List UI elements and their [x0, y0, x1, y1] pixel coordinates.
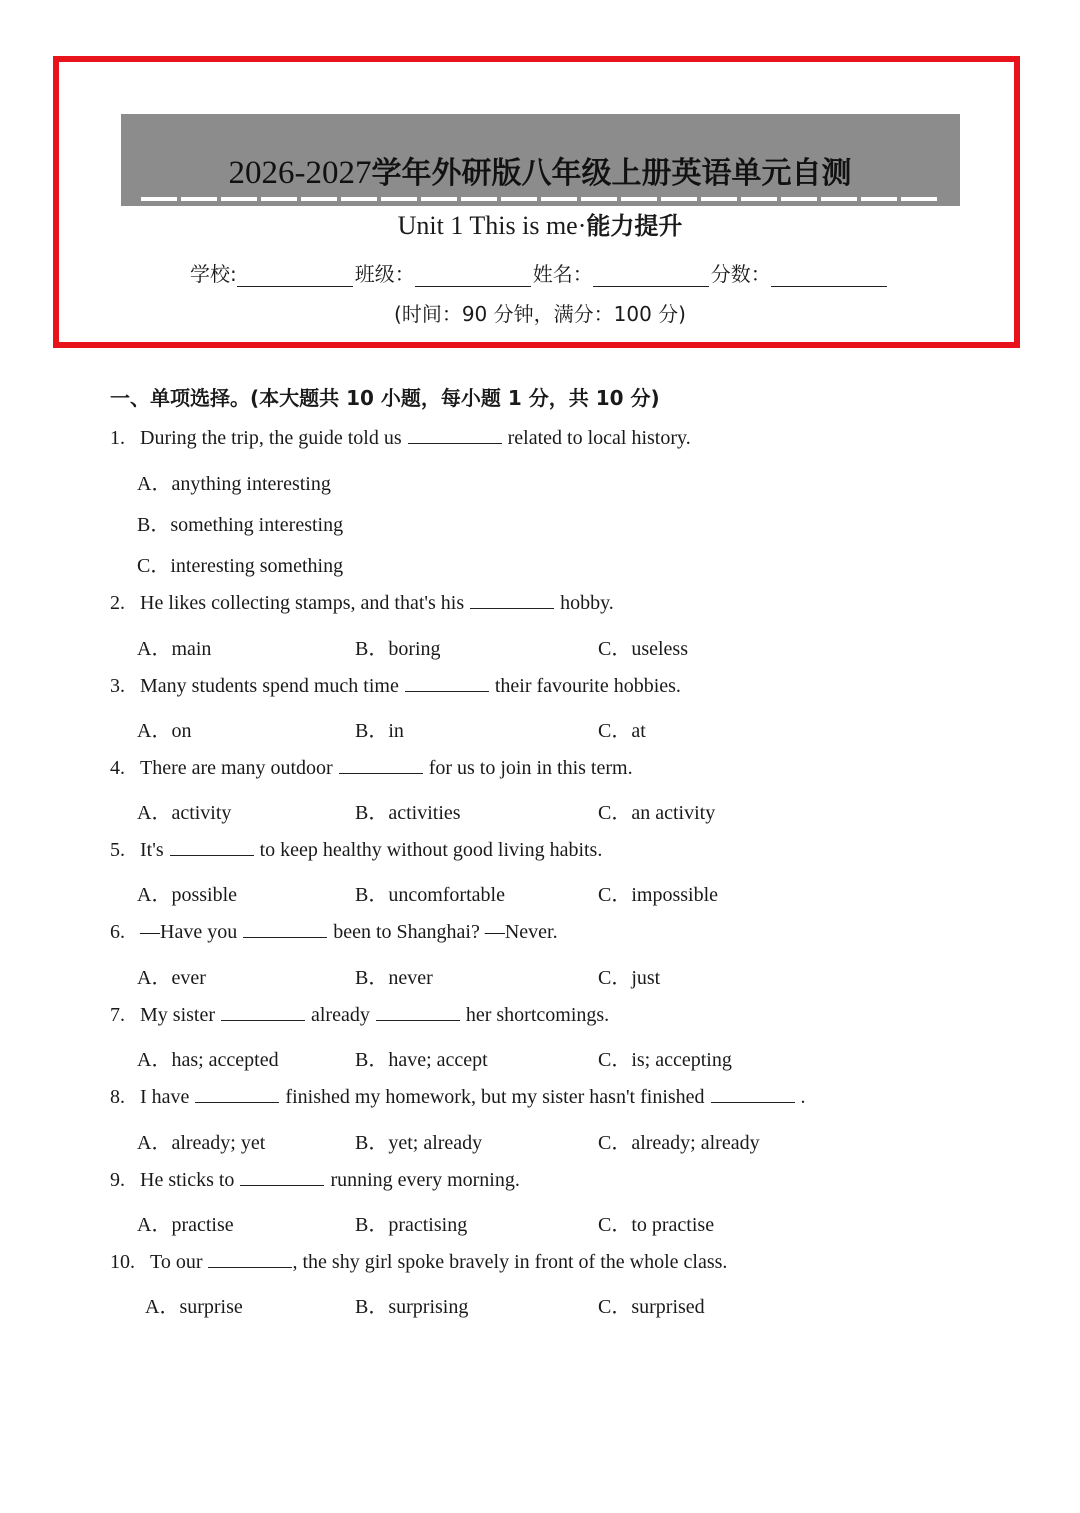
field-score-blank[interactable]	[771, 264, 887, 287]
option-c[interactable]: C．interesting something	[137, 555, 344, 577]
question-number: 1.	[110, 427, 125, 449]
title-dash-line	[141, 197, 940, 201]
option-a[interactable]: A．already; yet	[137, 1132, 266, 1154]
question-number: 6.	[110, 921, 125, 943]
title-year: 2026-2027	[228, 155, 372, 191]
question-number: 8.	[110, 1086, 125, 1108]
option-a[interactable]: A．possible	[137, 884, 237, 906]
option-c[interactable]: C．already; already	[598, 1132, 760, 1154]
option-b[interactable]: B．uncomfortable	[355, 884, 505, 906]
question-text: running every morning.	[330, 1169, 520, 1191]
subtitle-en: Unit 1 This is me·	[397, 211, 587, 240]
field-class-blank[interactable]	[415, 264, 531, 287]
subtitle-cn: 能力提升	[586, 212, 683, 240]
section-heading: 一、单项选择。(本大题共 10 小题，每小题 1 分，共 10 分)	[110, 386, 660, 410]
question-6	[110, 919, 558, 944]
option-c[interactable]: C．just	[598, 967, 661, 989]
answer-blank[interactable]	[208, 1249, 292, 1268]
question-text: finished my homework, but my sister hasn't finished	[285, 1086, 705, 1108]
answer-blank[interactable]	[408, 425, 502, 444]
option-b[interactable]: B．yet; already	[355, 1132, 483, 1154]
answer-blank[interactable]	[240, 1167, 324, 1186]
title-cn: 学年外研版八年级上册英语单元自测	[371, 156, 852, 191]
answer-blank[interactable]	[470, 590, 554, 609]
question-text: for us to join in this term.	[428, 757, 633, 779]
option-b[interactable]: B．practising	[355, 1214, 468, 1236]
option-b[interactable]: B．never	[355, 967, 433, 989]
option-b[interactable]: B．in	[355, 720, 404, 742]
option-a[interactable]: A．ever	[137, 967, 206, 989]
question-8	[110, 1084, 806, 1109]
option-c[interactable]: C．surprised	[598, 1296, 705, 1318]
student-info-line	[190, 258, 889, 287]
question-number: 9.	[110, 1169, 125, 1191]
question-number: 2.	[110, 592, 125, 614]
question-text: already	[311, 1004, 370, 1026]
option-a[interactable]: A．anything interesting	[137, 473, 331, 495]
question-text: During the trip, the guide told us	[140, 427, 402, 449]
option-c[interactable]: C．is; accepting	[598, 1049, 732, 1071]
option-b[interactable]: B．surprising	[355, 1296, 469, 1318]
question-number: 7.	[110, 1004, 125, 1026]
option-c[interactable]: C．useless	[598, 638, 688, 660]
option-b[interactable]: B．activities	[355, 802, 461, 824]
question-10	[110, 1249, 727, 1274]
question-number: 4.	[110, 757, 125, 779]
question-text: their favourite hobbies.	[494, 675, 681, 697]
option-a[interactable]: A．has; accepted	[137, 1049, 279, 1071]
option-a[interactable]: A．on	[137, 720, 192, 742]
option-b[interactable]: B．have; accept	[355, 1049, 488, 1071]
question-text: .	[800, 1086, 806, 1108]
question-5	[110, 837, 602, 862]
field-name-label: 姓名：	[532, 262, 593, 286]
question-text: hobby.	[560, 592, 614, 614]
answer-blank[interactable]	[711, 1084, 795, 1103]
option-a[interactable]: A．practise	[137, 1214, 234, 1236]
question-9	[110, 1167, 520, 1192]
question-4	[110, 755, 633, 780]
question-1	[110, 425, 691, 450]
question-text: Many students spend much time	[140, 675, 399, 697]
question-text: It's	[140, 839, 164, 861]
answer-blank[interactable]	[405, 673, 489, 692]
option-c[interactable]: C．an activity	[598, 802, 716, 824]
answer-blank[interactable]	[221, 1002, 305, 1021]
option-a[interactable]: A．activity	[137, 802, 232, 824]
field-class-label: 班级：	[354, 262, 415, 286]
question-2	[110, 590, 614, 615]
option-b[interactable]: B．something interesting	[137, 514, 344, 536]
question-3	[110, 673, 681, 698]
question-text: My sister	[140, 1004, 215, 1026]
question-7	[110, 1002, 609, 1027]
field-school-label: 学校:	[190, 262, 237, 286]
question-number: 10.	[110, 1251, 135, 1273]
field-name-blank[interactable]	[593, 264, 709, 287]
option-c[interactable]: C．to practise	[598, 1214, 715, 1236]
option-a[interactable]: A．main	[137, 638, 212, 660]
option-c[interactable]: C．at	[598, 720, 646, 742]
option-b[interactable]: B．boring	[355, 638, 441, 660]
question-text: been to Shanghai? —Never.	[333, 921, 558, 943]
answer-blank[interactable]	[170, 837, 254, 856]
question-text: There are many outdoor	[140, 757, 333, 779]
time-info: (时间：90 分钟，满分：100 分)	[394, 302, 686, 326]
field-school-blank[interactable]	[237, 264, 353, 287]
question-text: related to local history.	[507, 427, 691, 449]
question-text: He likes collecting stamps, and that's his	[140, 592, 465, 614]
answer-blank[interactable]	[195, 1084, 279, 1103]
option-c[interactable]: C．impossible	[598, 884, 719, 906]
page-title	[0, 148, 1080, 192]
question-text: , the shy girl spoke bravely in front of the whole class.	[292, 1251, 728, 1273]
question-number: 5.	[110, 839, 125, 861]
answer-blank[interactable]	[339, 755, 423, 774]
page-subtitle	[0, 206, 1080, 241]
question-number: 3.	[110, 675, 125, 697]
question-text: to keep healthy without good living habits.	[259, 839, 603, 861]
field-score-label: 分数：	[710, 262, 771, 286]
question-text: He sticks to	[140, 1169, 235, 1191]
answer-blank[interactable]	[243, 919, 327, 938]
question-text: To our	[150, 1251, 203, 1273]
question-text: her shortcomings.	[465, 1004, 610, 1026]
question-text: —Have you	[140, 921, 238, 943]
answer-blank[interactable]	[376, 1002, 460, 1021]
option-a[interactable]: A．surprise	[145, 1296, 243, 1318]
question-text: I have	[140, 1086, 190, 1108]
